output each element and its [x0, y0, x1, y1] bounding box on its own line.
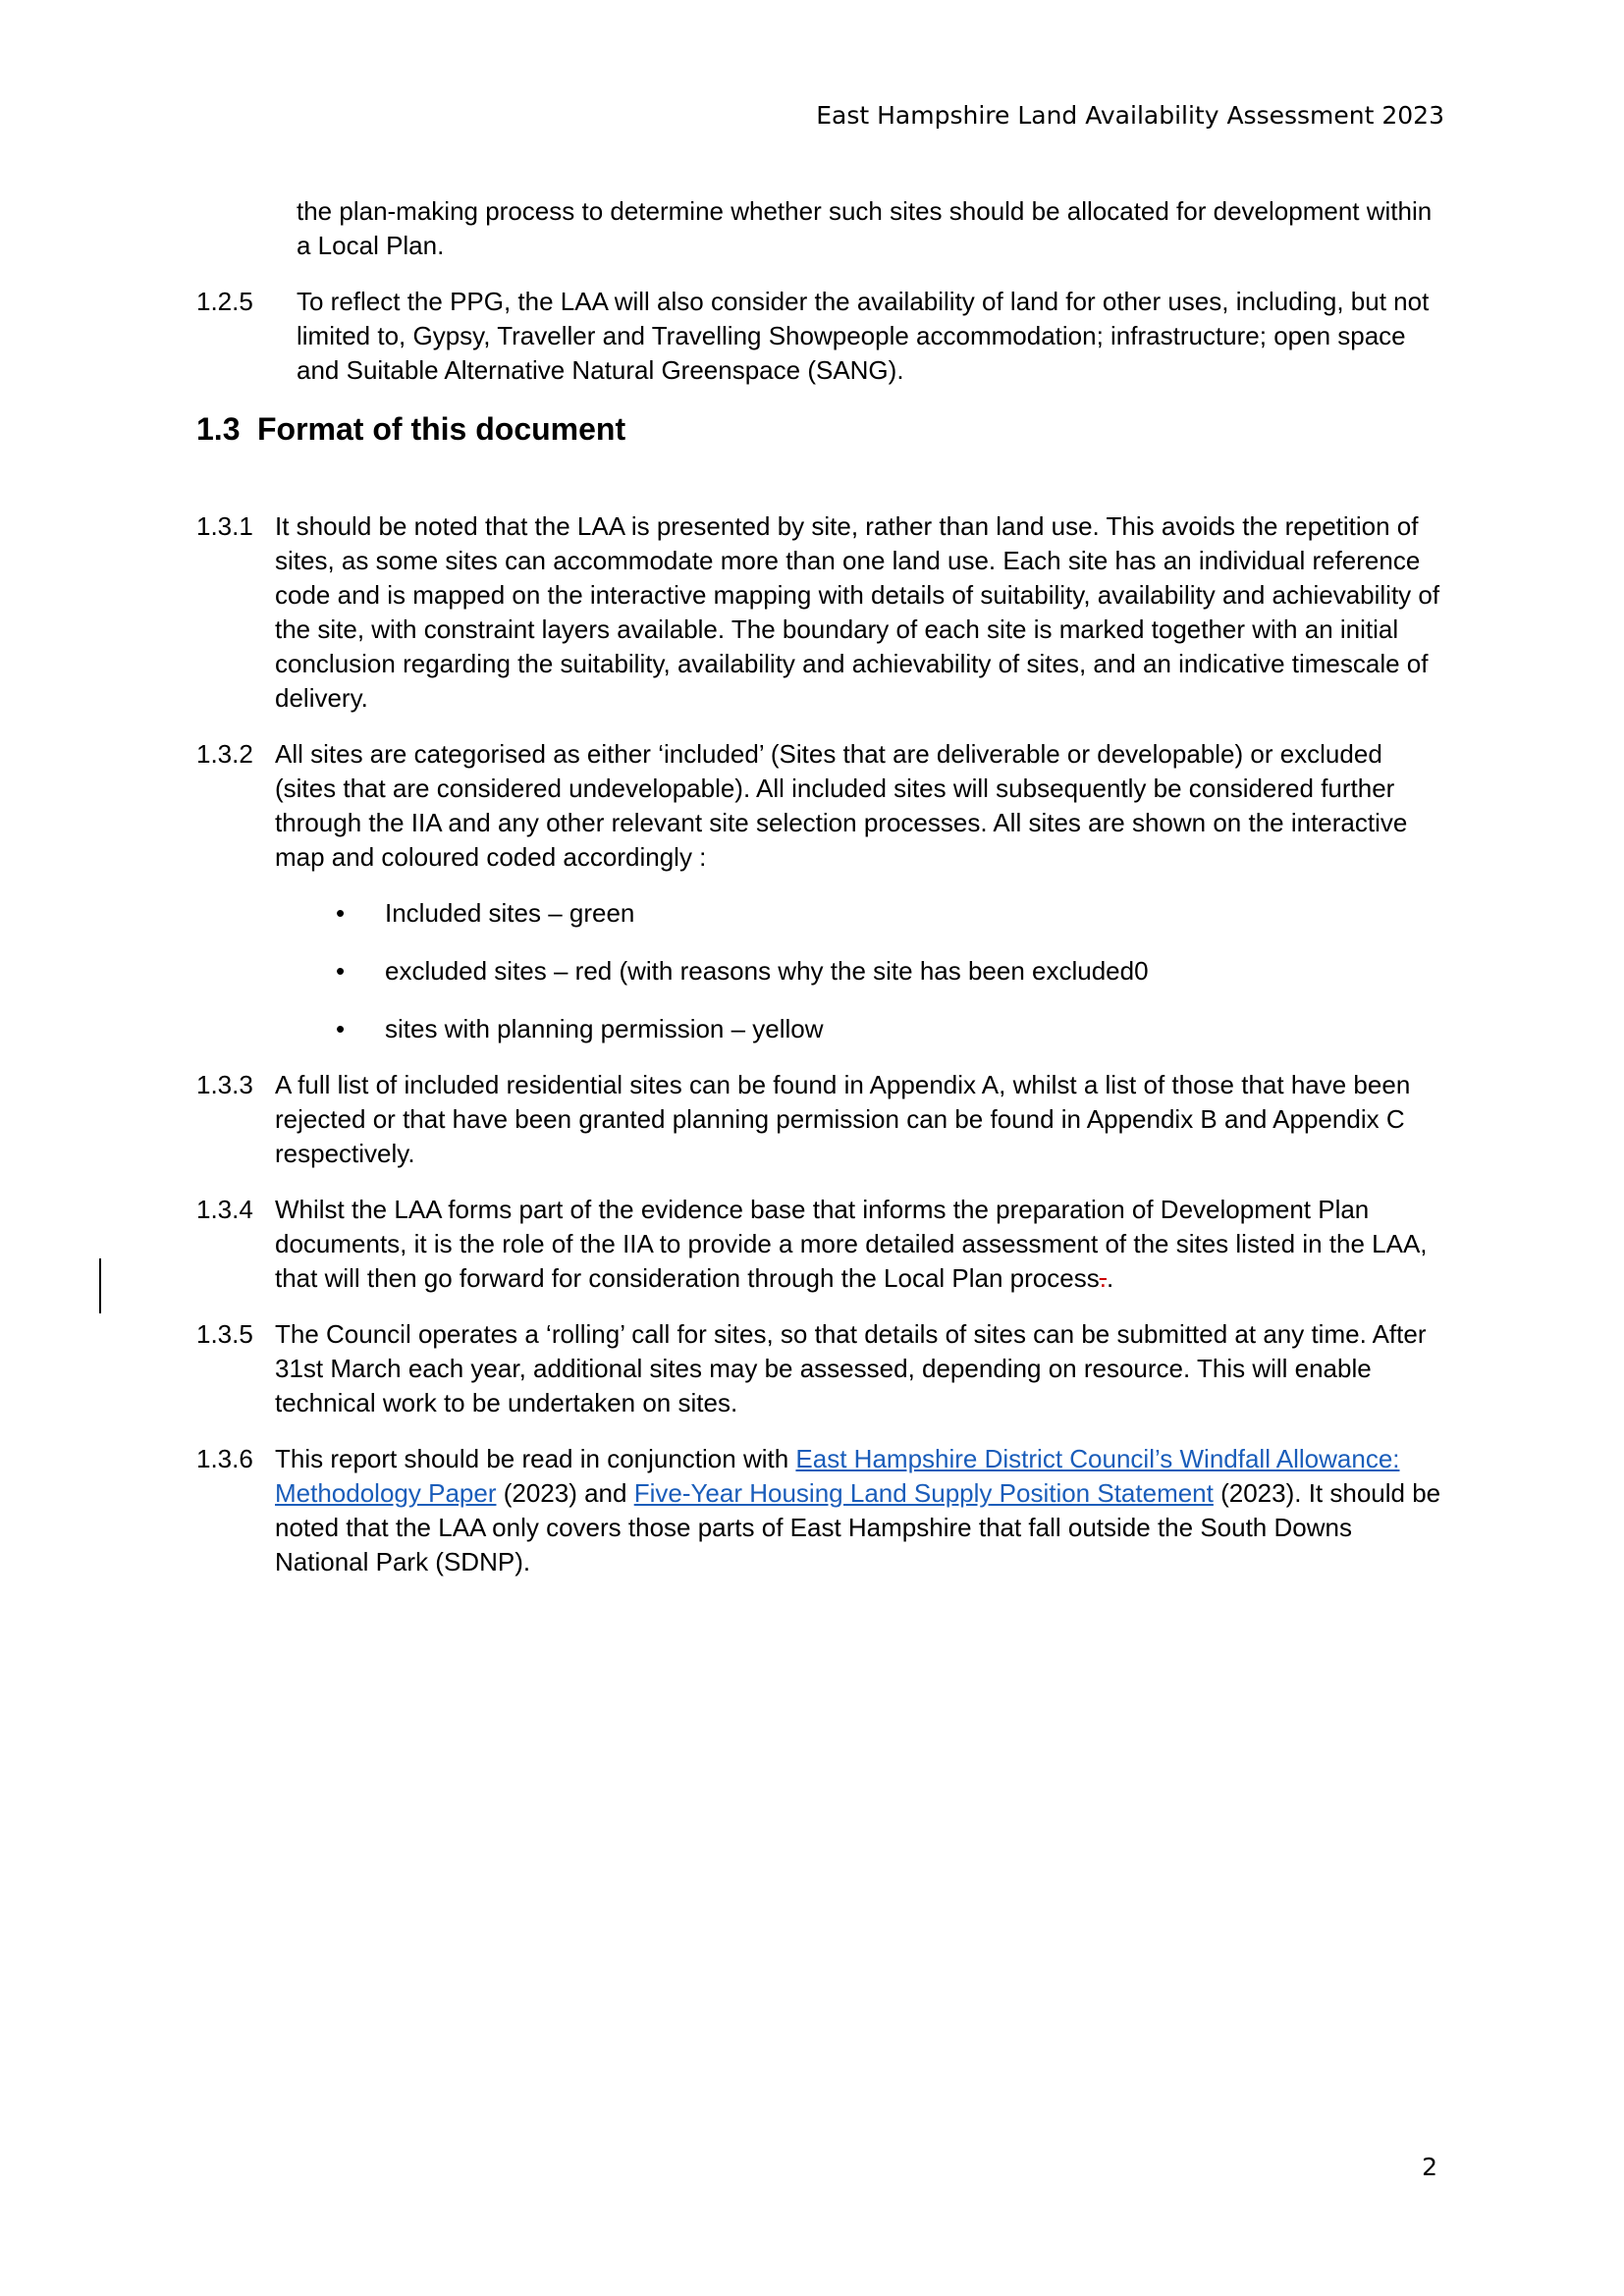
paragraph-text: The Council operates a ‘rolling’ call for sites, so that details of sites can be submitted at any time. After 31st March each year, additional sites may be assessed, depending on resource. This will enable technical work to be undertaken on sites. — [275, 1319, 1427, 1417]
text-segment: (2023) and — [496, 1478, 634, 1508]
list-item-text: sites with planning permission – yellow — [385, 1014, 824, 1043]
paragraph-text-wrapper — [275, 1442, 1443, 1579]
paragraph-1-2-5 — [196, 285, 1443, 388]
section-heading — [196, 409, 1443, 449]
revision-change-bar — [99, 1258, 101, 1313]
section-title: Format of this document — [257, 411, 626, 447]
site-category-list — [196, 896, 1443, 1046]
running-header: East Hampshire Land Availability Assessment 2023 — [816, 101, 1444, 130]
housing-land-supply-link[interactable]: Five-Year Housing Land Supply Position Statement — [633, 1478, 1214, 1508]
sentence-end: . — [1106, 1263, 1114, 1293]
list-item-text: excluded sites – red (with reasons why the site has been excluded0 — [385, 956, 1149, 986]
paragraph-text: Whilst the LAA forms part of the evidence base that informs the preparation of Development Plan documents, it is the role of the IIA to provide a more detailed assessment of the sites listed in the LAA, that will then go forward for consideration through the Local Plan process — [275, 1195, 1428, 1293]
list-item — [196, 954, 1443, 988]
paragraph-text: To reflect the PPG, the LAA will also consider the availability of land for other uses, including, but not limited to, Gypsy, Traveller and Travelling Showpeople accommodation; infrastructure; open space and Suitable Alternative Natural Greenspace (SANG). — [297, 287, 1430, 385]
paragraph-number: 1.3.4 — [196, 1195, 253, 1224]
paragraph-1-3-6 — [196, 1442, 1443, 1579]
windfall-methodology-link[interactable]: East Hampshire District Council’s Windfall Allowance: Methodology Paper — [275, 1444, 1400, 1508]
paragraph-text-wrapper — [275, 1193, 1443, 1296]
paragraph-number: 1.3.3 — [196, 1070, 253, 1099]
paragraph-text: It should be noted that the LAA is presented by site, rather than land use. This avoids the repetition of sites, as some sites can accommodate more than one land use. Each site has an individual reference code and is mapped on the interactive mapping with details of suitability, availability and achievability of the site, with constraint layers available. The boundary of each site is marked together with an initial conclusion regarding the suitability, availability and achievability of sites, and an indicative timescale of delivery. — [275, 511, 1440, 713]
paragraph-1-3-4 — [196, 1193, 1443, 1296]
paragraph-number: 1.3.1 — [196, 511, 253, 541]
paragraph-text: A full list of included residential sites can be found in Appendix A, whilst a list of those that have been rejected or that have been granted planning permission can be found in Appendix B and Appendix C respectively. — [275, 1070, 1411, 1168]
bullet-icon: • — [336, 1014, 346, 1043]
list-item — [196, 896, 1443, 931]
paragraph-1-3-5 — [196, 1317, 1443, 1420]
text-segment: (2023). It should be noted that the LAA only covers those parts of East Hampshire that fall outside the South Downs National Park (SDNP). — [275, 1478, 1441, 1576]
tracked-deletion: . — [1099, 1263, 1107, 1293]
paragraph-1-3-3 — [196, 1068, 1443, 1171]
list-item — [196, 1012, 1443, 1046]
paragraph-number: 1.3.2 — [196, 739, 253, 769]
continued-paragraph: the plan-making process to determine whether such sites should be allocated for development within a Local Plan. — [297, 196, 1433, 260]
bullet-icon: • — [336, 956, 346, 986]
paragraph-1-3-1 — [196, 509, 1443, 716]
list-item-text: Included sites – green — [385, 898, 635, 928]
paragraph-number: 1.2.5 — [196, 287, 253, 316]
page-number: 2 — [1422, 2153, 1437, 2181]
paragraph-1-3-2 — [196, 737, 1443, 875]
section-number: 1.3 — [196, 411, 241, 447]
paragraph-text: All sites are categorised as either ‘included’ (Sites that are deliverable or developable) or excluded (sites that are considered undevelopable). All included sites will subsequently be considered further through the IIA and any other relevant site selection processes. All sites are shown on the interactive map and coloured coded accordingly : — [275, 739, 1408, 872]
document-body — [196, 194, 1443, 1601]
paragraph-number: 1.3.6 — [196, 1444, 253, 1473]
text-segment: This report should be read in conjunction with — [275, 1444, 796, 1473]
paragraph-number: 1.3.5 — [196, 1319, 253, 1349]
bullet-icon: • — [336, 898, 346, 928]
